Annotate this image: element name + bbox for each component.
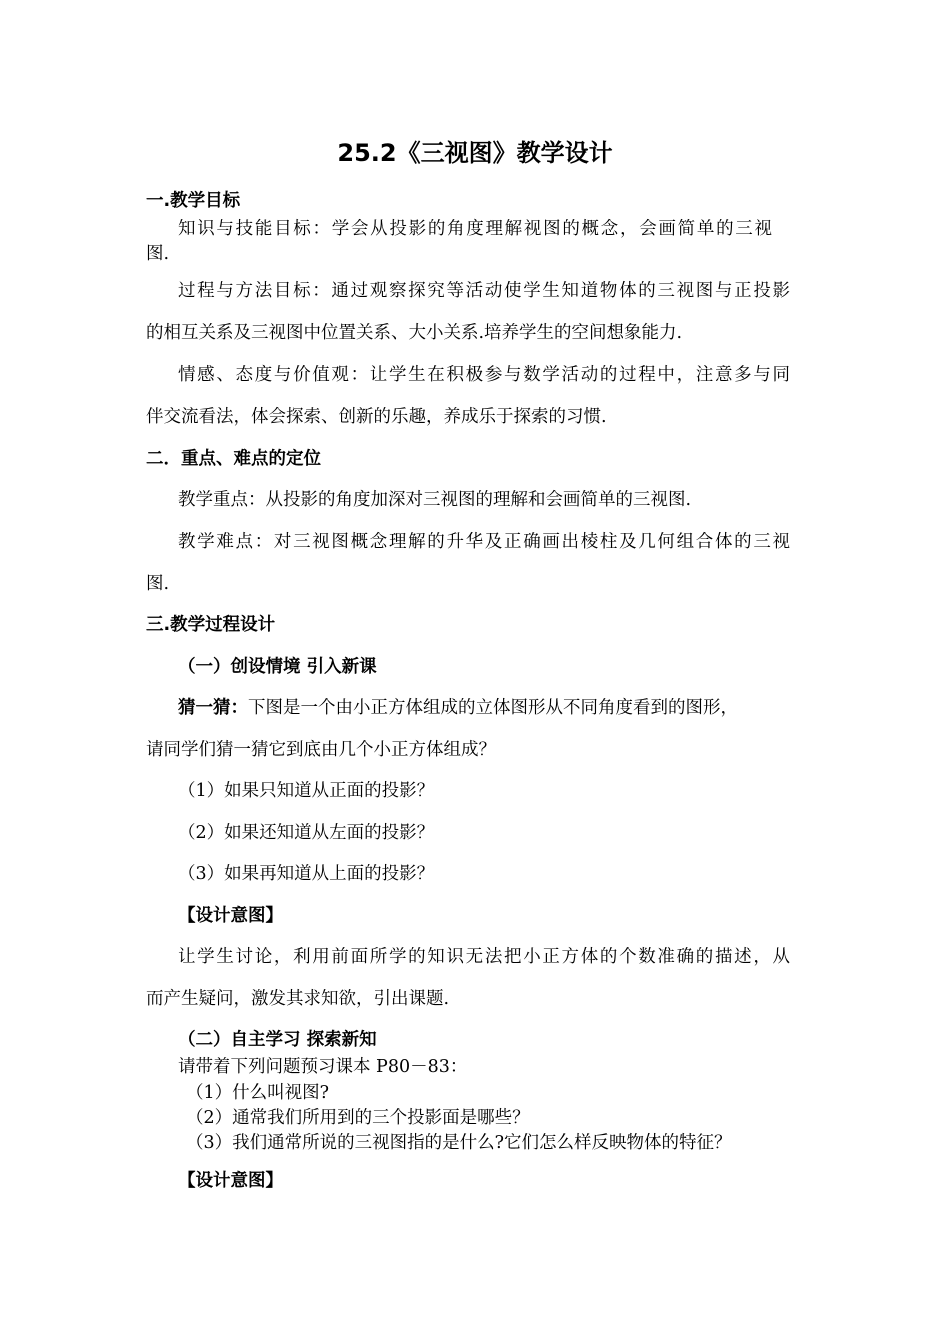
preview-question: （2）通常我们所用到的三个投影面是哪些？ <box>186 1108 530 1128</box>
guess-paragraph-line <box>178 696 790 720</box>
paragraph-line: 图. <box>146 574 170 594</box>
section-heading-objectives: 一.教学目标 <box>146 191 241 211</box>
paragraph-line: 知识与技能目标：学会从投影的角度理解视图的概念，会画简单的三视 <box>178 219 772 239</box>
paragraph-line: 伴交流看法，体会探索、创新的乐趣，养成乐于探索的习惯. <box>146 407 607 427</box>
paragraph-line: 过程与方法目标：通过观察探究等活动使学生知道物体的三视图与正投影 <box>178 281 790 301</box>
preview-question: （1）什么叫视图? <box>186 1083 330 1103</box>
design-intent-heading: 【设计意图】 <box>178 1171 283 1191</box>
paragraph-line: 图. <box>146 244 170 264</box>
design-intent-heading: 【设计意图】 <box>178 906 283 926</box>
paragraph-line: 情感、态度与价值观：让学生在积极参与数学活动的过程中，注意多与同 <box>178 365 790 385</box>
question-item: （2）如果还知道从左面的投影？ <box>178 823 435 843</box>
question-item: （3）如果再知道从上面的投影？ <box>178 864 435 884</box>
paragraph-line: 教学重点：从投影的角度加深对三视图的理解和会画简单的三视图. <box>178 490 692 510</box>
guess-text: 下图是一个由小正方体组成的立体图形从不同角度看到的图形， <box>248 698 738 718</box>
subsection-heading: （二）自主学习 探索新知 <box>178 1030 377 1050</box>
section-heading-process: 三.教学过程设计 <box>146 615 276 635</box>
paragraph-line: 教学难点：对三视图概念理解的升华及正确画出棱柱及几何组合体的三视 <box>178 532 790 552</box>
section-heading-key-points: 二．重点、难点的定位 <box>146 449 321 469</box>
paragraph-line: 请同学们猜一猜它到底由几个小正方体组成？ <box>146 740 496 760</box>
paragraph-line: 请带着下列问题预习课本 P80－83： <box>178 1057 468 1077</box>
paragraph-line: 让学生讨论，利用前面所学的知识无法把小正方体的个数准确的描述，从 <box>178 947 790 967</box>
document-title: 25.2《三视图》教学设计 <box>337 139 613 167</box>
paragraph-line: 的相互关系及三视图中位置关系、大小关系.培养学生的空间想象能力. <box>146 323 683 343</box>
question-item: （1）如果只知道从正面的投影？ <box>178 781 435 801</box>
subsection-heading: （一）创设情境 引入新课 <box>178 657 377 677</box>
guess-label: 猜一猜： <box>178 698 248 718</box>
preview-question: （3）我们通常所说的三视图指的是什么?它们怎么样反映物体的特征？ <box>186 1133 732 1153</box>
paragraph-line: 而产生疑问，激发其求知欲，引出课题. <box>146 989 450 1009</box>
